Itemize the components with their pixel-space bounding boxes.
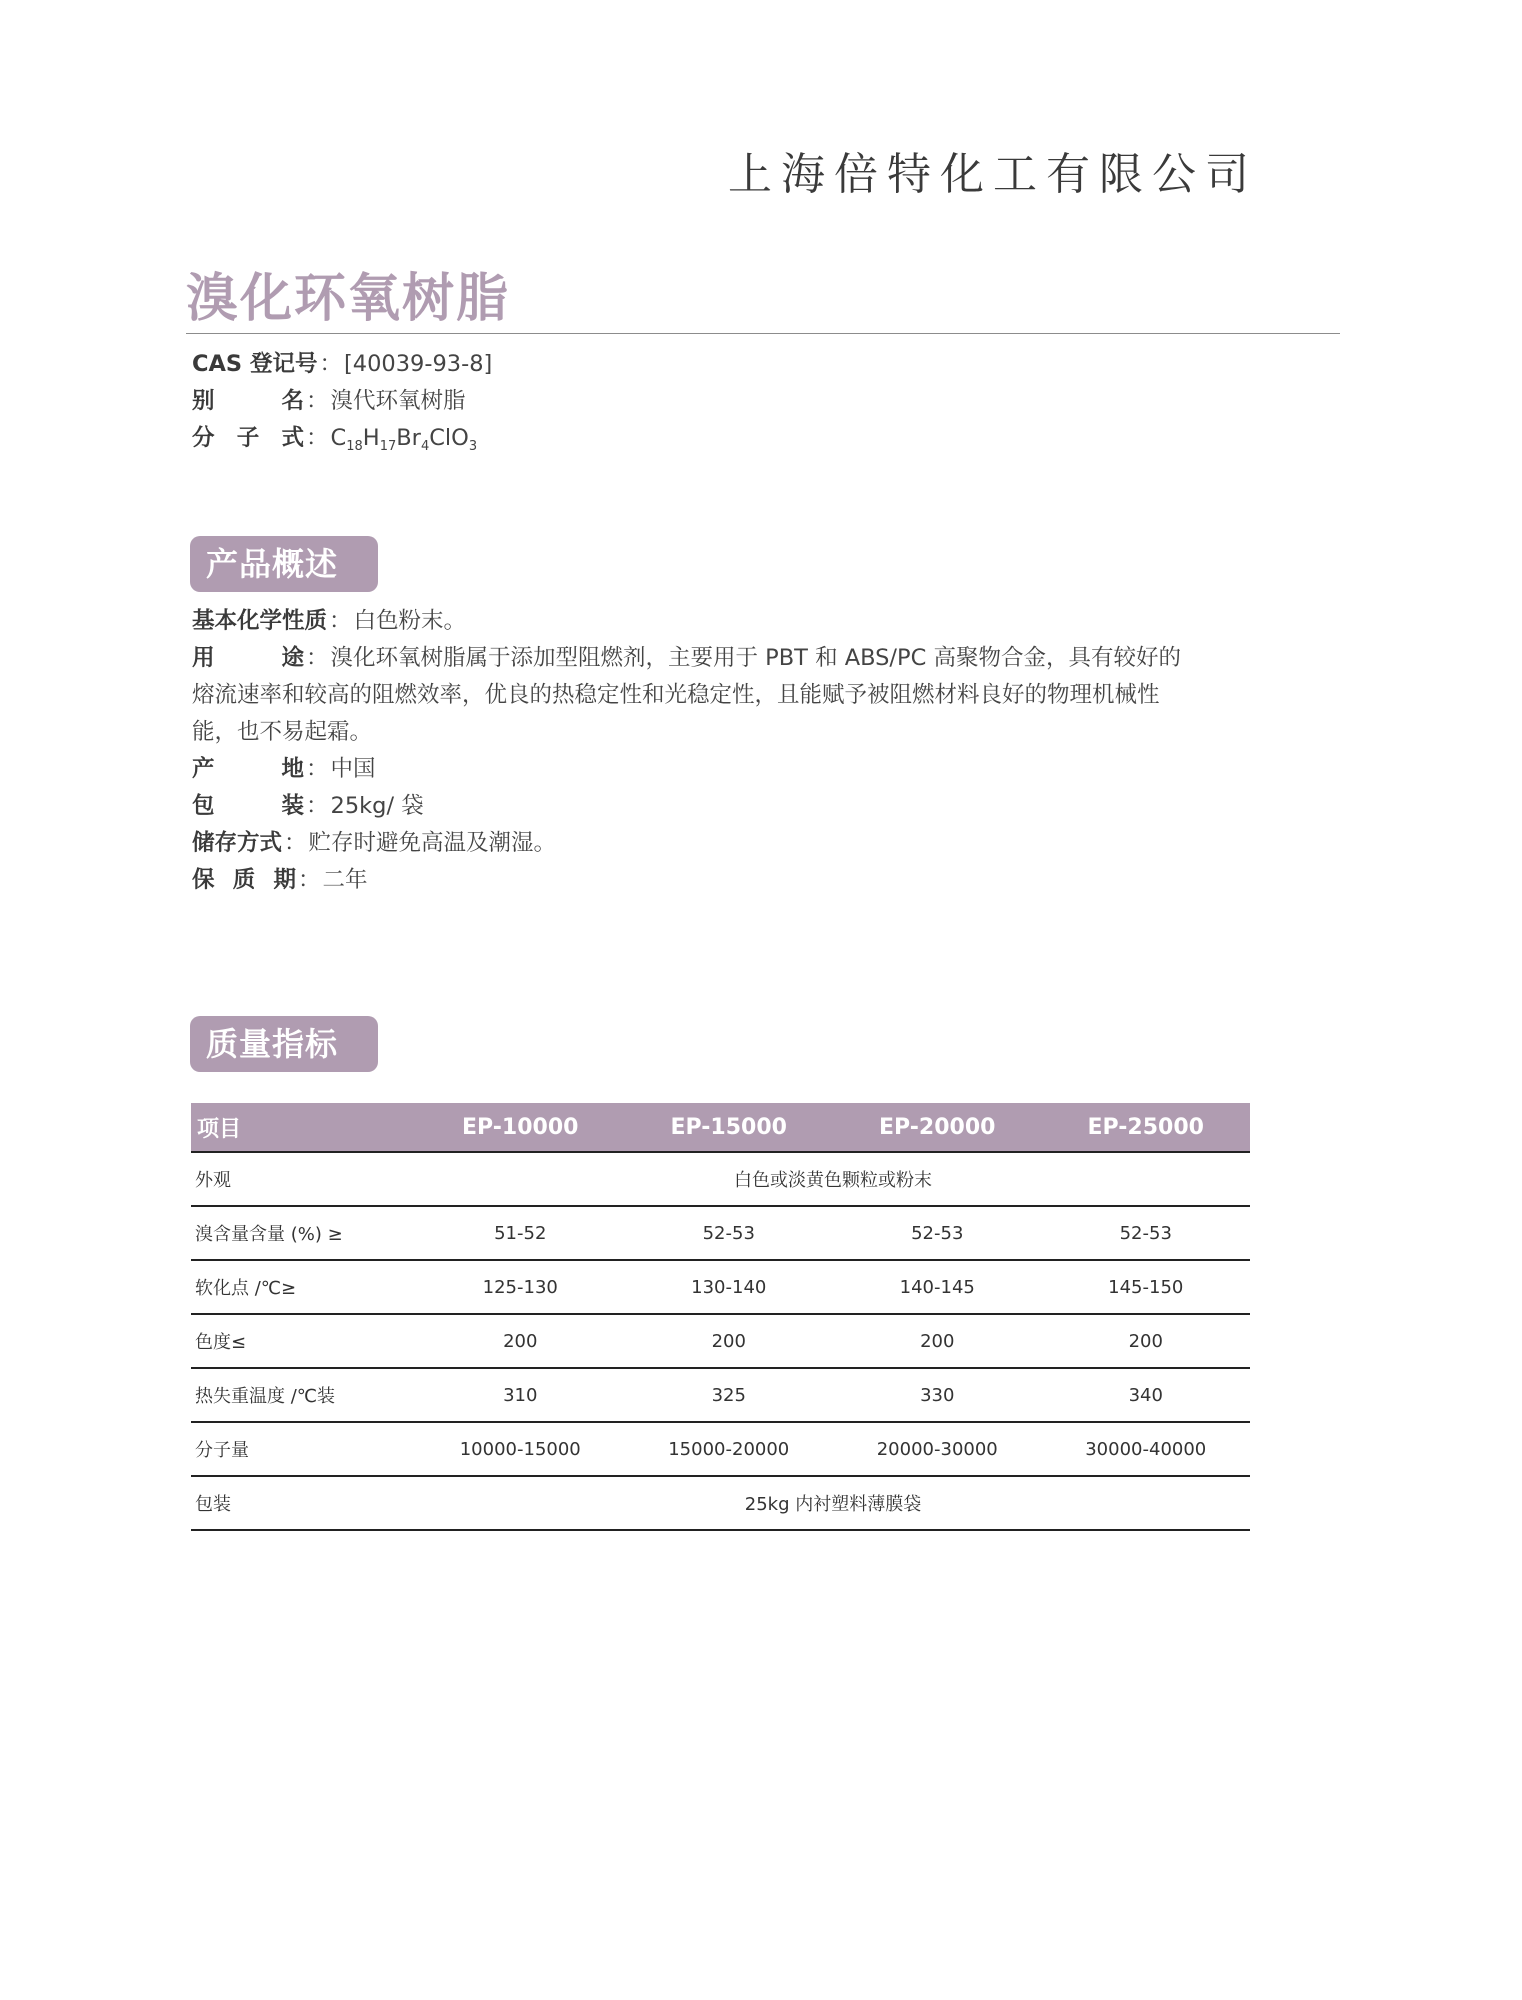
table-cell: 310 bbox=[416, 1368, 625, 1422]
product-overview bbox=[192, 603, 1272, 899]
table-cell: 325 bbox=[625, 1368, 834, 1422]
use-row: 用 途：溴化环氧树脂属于添加型阻燃剂，主要用于 PBT 和 ABS/PC 高聚物合金，具有较好的 bbox=[192, 640, 1272, 677]
formula-label: 分 子 式 bbox=[192, 425, 304, 451]
merged-cell: 25kg 内衬塑料薄膜袋 bbox=[416, 1476, 1250, 1530]
product-title: 溴化环氧树脂 bbox=[186, 269, 511, 329]
table-cell: 15000-20000 bbox=[625, 1422, 834, 1476]
column-header: 项目 bbox=[191, 1103, 416, 1152]
company-name: 上海倍特化工有限公司 bbox=[728, 149, 1258, 200]
molecular-formula: $C_{18}H_{17}Br_4ClO_3$ bbox=[330, 425, 478, 454]
row-label: 外观 bbox=[191, 1152, 416, 1206]
origin-label: 产 地 bbox=[192, 756, 304, 782]
table-cell: 200 bbox=[833, 1314, 1042, 1368]
cas-value: [40039-93-8] bbox=[343, 351, 493, 377]
table-row bbox=[191, 1206, 1250, 1260]
column-header: EP-25000 bbox=[1042, 1103, 1251, 1152]
table-cell: 125-130 bbox=[416, 1260, 625, 1314]
row-label: 包装 bbox=[191, 1476, 416, 1530]
table-cell: 51-52 bbox=[416, 1206, 625, 1260]
table-cell: 52-53 bbox=[625, 1206, 834, 1260]
cas-label: CAS 登记号 bbox=[192, 351, 318, 377]
storage-value: 贮存时避免高温及潮湿。 bbox=[308, 830, 557, 856]
shelf-life-row: 保 质 期：二年 bbox=[192, 862, 1272, 899]
row-label: 热失重温度 /℃装 bbox=[191, 1368, 416, 1422]
basic-property-row: 基本化学性质：白色粉末。 bbox=[192, 608, 467, 634]
title-divider bbox=[186, 333, 1340, 334]
column-header: EP-10000 bbox=[416, 1103, 625, 1152]
use-label: 用 途 bbox=[192, 645, 304, 671]
merged-cell: 白色或淡黄色颗粒或粉末 bbox=[416, 1152, 1250, 1206]
table-cell: 10000-15000 bbox=[416, 1422, 625, 1476]
storage-row: 储存方式：贮存时避免高温及潮湿。 bbox=[192, 830, 557, 856]
table-cell: 200 bbox=[625, 1314, 834, 1368]
row-label: 色度≤ bbox=[191, 1314, 416, 1368]
origin-value: 中国 bbox=[330, 756, 376, 782]
use-line-1: 溴化环氧树脂属于添加型阻燃剂，主要用于 PBT 和 ABS/PC 高聚物合金，具有较好的 bbox=[330, 645, 1181, 671]
shelf-life-value: 二年 bbox=[322, 867, 368, 893]
table-row bbox=[191, 1368, 1250, 1422]
table-cell: 340 bbox=[1042, 1368, 1251, 1422]
table-row bbox=[191, 1314, 1250, 1368]
basic-property-value: 白色粉末。 bbox=[353, 608, 467, 634]
table-cell: 200 bbox=[1042, 1314, 1251, 1368]
formula-row: 分 子 式 ： $C_{18}H_{17}Br_4ClO_3$ bbox=[192, 420, 492, 465]
quality-heading: 质量指标 bbox=[190, 1016, 378, 1072]
shelf-life-label: 保 质 期 bbox=[192, 867, 296, 893]
alias-label: 别 名 bbox=[192, 388, 304, 414]
table-cell: 20000-30000 bbox=[833, 1422, 1042, 1476]
table-cell: 140-145 bbox=[833, 1260, 1042, 1314]
table-cell: 52-53 bbox=[1042, 1206, 1251, 1260]
packaging-label: 包 装 bbox=[192, 793, 304, 819]
basic-property-label: 基本化学性质 bbox=[192, 608, 328, 634]
storage-label: 储存方式 bbox=[192, 830, 283, 856]
table-cell: 145-150 bbox=[1042, 1260, 1251, 1314]
origin-row: 产 地：中国 bbox=[192, 751, 1272, 788]
row-label: 软化点 /℃≥ bbox=[191, 1260, 416, 1314]
alias-value: 溴代环氧树脂 bbox=[330, 388, 466, 414]
packaging-value: 25kg/ 袋 bbox=[330, 793, 424, 819]
quality-spec-table bbox=[191, 1103, 1250, 1531]
cas-row: CAS 登记号 ： [40039-93-8] bbox=[192, 346, 492, 383]
table-cell: 52-53 bbox=[833, 1206, 1042, 1260]
table-cell: 330 bbox=[833, 1368, 1042, 1422]
table-row bbox=[191, 1260, 1250, 1314]
packaging-row: 包 装：25kg/ 袋 bbox=[192, 788, 1272, 825]
use-line-3: 能，也不易起霜。 bbox=[192, 719, 373, 745]
table-row bbox=[191, 1152, 1250, 1206]
overview-heading: 产品概述 bbox=[190, 536, 378, 592]
table-cell: 30000-40000 bbox=[1042, 1422, 1251, 1476]
alias-row: 别 名 ： 溴代环氧树脂 bbox=[192, 383, 492, 420]
use-line-2: 熔流速率和较高的阻燃效率，优良的热稳定性和光稳定性，且能赋予被阻燃材料良好的物理机械性 bbox=[192, 682, 1160, 708]
table-cell: 130-140 bbox=[625, 1260, 834, 1314]
table-header-row bbox=[191, 1103, 1250, 1152]
row-label: 溴含量含量 (%) ≥ bbox=[191, 1206, 416, 1260]
product-identifiers bbox=[192, 346, 492, 465]
column-header: EP-15000 bbox=[625, 1103, 834, 1152]
row-label: 分子量 bbox=[191, 1422, 416, 1476]
table-cell: 200 bbox=[416, 1314, 625, 1368]
table-row bbox=[191, 1422, 1250, 1476]
column-header: EP-20000 bbox=[833, 1103, 1042, 1152]
table-row bbox=[191, 1476, 1250, 1530]
